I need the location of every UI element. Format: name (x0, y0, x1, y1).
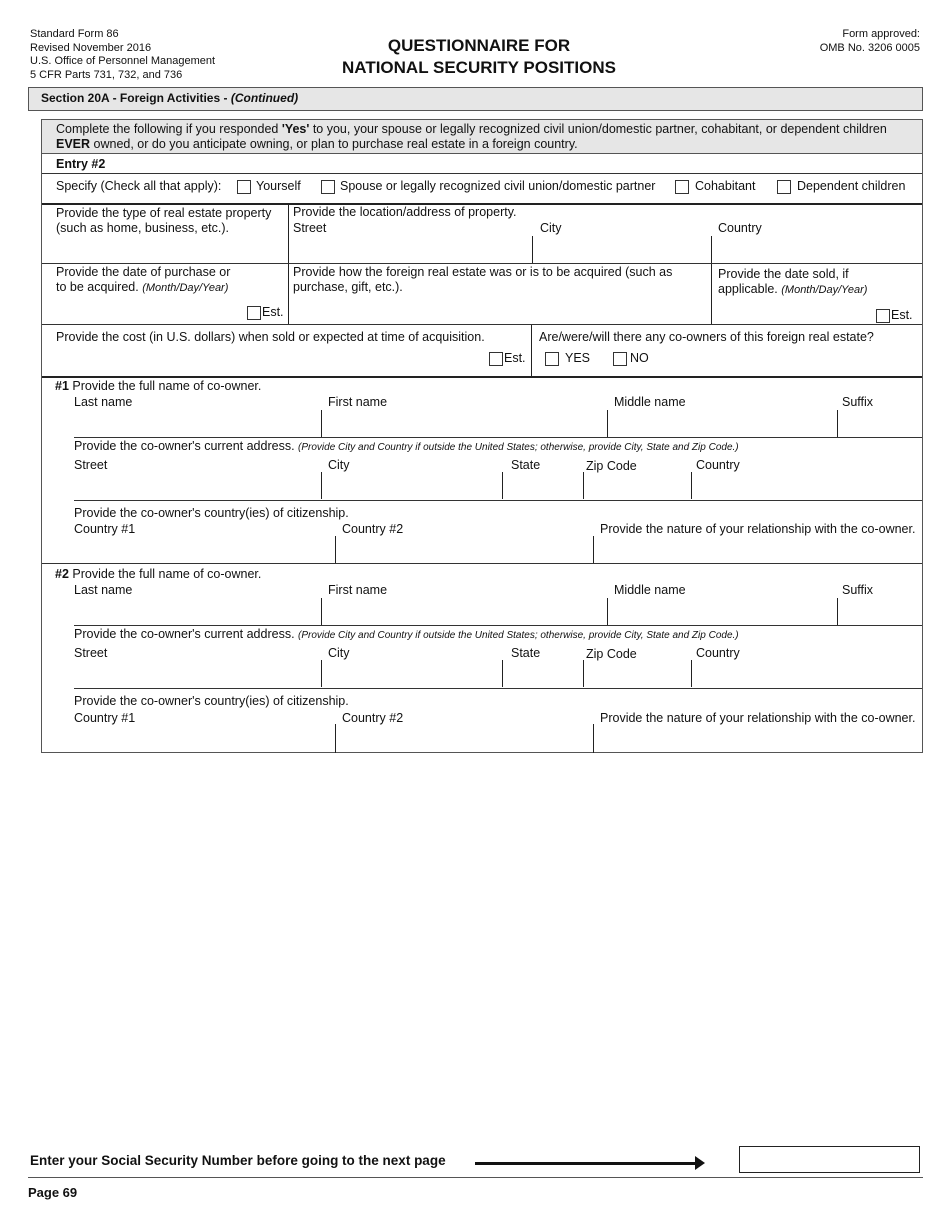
zip-label: Zip Code (586, 459, 637, 473)
form-agency: U.S. Office of Personnel Management (30, 55, 216, 67)
coowner-1-suffix-input[interactable] (841, 411, 919, 435)
coowner-1-first-name-input[interactable] (325, 411, 605, 435)
cost-est-label: Est. (504, 351, 526, 365)
cohabitant-label: Cohabitant (695, 179, 756, 193)
middle-name-label: Middle name (614, 395, 686, 409)
address-label: Provide the co-owner's current address. (Provide City and Country if outside the United States; otherwise, provide City, State and Zip Code.) (74, 627, 739, 641)
coowner-1-zip-input[interactable] (587, 474, 689, 498)
page-number: Page 69 (28, 1185, 78, 1200)
coowner-1-last-name-input[interactable] (74, 411, 318, 435)
coowners-question: Are/were/will there any co-owners of this foreign real estate? (539, 330, 874, 344)
acquisition-method-label: Provide how the foreign real estate was or is to be acquired (such as purchase, gift, etc.). (293, 265, 673, 294)
citizenship-label: Provide the co-owner's country(ies) of citizenship. (74, 506, 349, 520)
coowner-1-citizenship1-input[interactable] (74, 538, 332, 562)
cost-input[interactable] (56, 348, 486, 368)
purchase-est-label: Est. (262, 305, 284, 319)
cohabitant-checkbox[interactable] (675, 180, 689, 194)
ssn-prompt: Enter your Social Security Number before going to the next page (30, 1153, 446, 1168)
street-label: Street (74, 646, 108, 660)
coowner-1-name-label: #1 Provide the full name of co-owner. (55, 379, 262, 393)
omb-approval: Form approved: OMB No. 3206 0005 (819, 28, 920, 54)
coowner-2-name-label: #2 Provide the full name of co-owner. (55, 567, 262, 581)
coowner-1-relationship-input[interactable] (597, 538, 919, 562)
last-name-label: Last name (74, 583, 133, 597)
coowner-1-country-input[interactable] (695, 474, 919, 498)
street-label: Street (293, 221, 327, 235)
instructions: Complete the following if you responded 'Yes' to you, your spouse or legally recognized civil union/domestic partner, cohabitant, or dependent children EVER owned, or do you anticipate owning, or plan to purchase real estate in a foreign country. (42, 120, 922, 154)
section-header: Section 20A - Foreign Activities - (Continued) (28, 87, 923, 111)
spouse-label: Spouse or legally recognized civil union/domestic partner (340, 179, 656, 193)
form-number: Standard Form 86 (30, 28, 119, 40)
spouse-checkbox[interactable] (321, 180, 335, 194)
purchase-date-est-checkbox[interactable] (247, 306, 261, 320)
state-label: State (511, 646, 541, 660)
form-identifier (30, 28, 215, 82)
country2-label: Country #2 (342, 522, 404, 536)
suffix-label: Suffix (842, 583, 874, 597)
dependent-children-label: Dependent children (797, 179, 906, 193)
ssn-input[interactable] (739, 1146, 920, 1173)
coowner-1-city-input[interactable] (325, 474, 499, 498)
arrow-head-icon (695, 1156, 705, 1170)
coowner-2-suffix-input[interactable] (841, 599, 919, 623)
coowner-2-last-name-input[interactable] (74, 599, 318, 623)
yourself-label: Yourself (256, 179, 301, 193)
coowners-no-checkbox[interactable] (613, 352, 627, 366)
entry-label: Entry #2 (56, 157, 106, 171)
country-label: Country (696, 458, 740, 472)
coowner-2-middle-name-input[interactable] (611, 599, 835, 623)
suffix-label: Suffix (842, 395, 874, 409)
real-estate-form (41, 119, 923, 753)
zip-label: Zip Code (586, 647, 637, 661)
country1-label: Country #1 (74, 522, 136, 536)
acquisition-method-input[interactable] (293, 296, 709, 322)
coowner-1-citizenship2-input[interactable] (339, 538, 591, 562)
last-name-label: Last name (74, 395, 133, 409)
dependent-children-checkbox[interactable] (777, 180, 791, 194)
country-label: Country (718, 221, 762, 235)
coowner-2-city-input[interactable] (325, 662, 499, 686)
form-revision: Revised November 2016 (30, 41, 152, 54)
arrow-right-icon (475, 1162, 697, 1165)
coowner-2-first-name-input[interactable] (325, 599, 605, 623)
middle-name-label: Middle name (614, 583, 686, 597)
state-label: State (511, 458, 541, 472)
property-street-input[interactable] (293, 237, 529, 261)
first-name-label: First name (328, 583, 388, 597)
coowner-2-zip-input[interactable] (587, 662, 689, 686)
property-location-label: Provide the location/address of property. (293, 205, 517, 219)
form-cfr: 5 CFR Parts 731, 732, and 736 (30, 68, 183, 81)
coowner-1-middle-name-input[interactable] (611, 411, 835, 435)
country1-label: Country #1 (74, 711, 136, 725)
coowner-1-state-input[interactable] (506, 474, 580, 498)
country-label: Country (696, 646, 740, 660)
coowner-1-street-input[interactable] (74, 474, 318, 498)
coowner-2-state-input[interactable] (506, 662, 580, 686)
citizenship-label: Provide the co-owner's country(ies) of citizenship. (74, 694, 349, 708)
cost-est-checkbox[interactable] (489, 352, 503, 366)
property-city-input[interactable] (536, 237, 710, 261)
relationship-label: Provide the nature of your relationship with the co-owner. (600, 711, 916, 725)
date-sold-label: Provide the date sold, if applicable. (Month/Day/Year) (718, 267, 868, 296)
relationship-label: Provide the nature of your relationship with the co-owner. (600, 522, 916, 536)
city-label: City (540, 221, 562, 235)
street-label: Street (74, 458, 108, 472)
yourself-checkbox[interactable] (237, 180, 251, 194)
property-type-input[interactable] (56, 234, 284, 260)
coowner-2-country-input[interactable] (695, 662, 919, 686)
property-type-label: Provide the type of real estate property (such as home, business, etc.). (56, 206, 272, 235)
sold-est-label: Est. (891, 308, 913, 322)
first-name-label: First name (328, 395, 388, 409)
coowner-2-street-input[interactable] (74, 662, 318, 686)
cost-label: Provide the cost (in U.S. dollars) when sold or expected at time of acquisition. (56, 330, 485, 344)
page-title: QUESTIONNAIRE FOR NATIONAL SECURITY POSITIONS (342, 36, 616, 77)
property-country-input[interactable] (715, 237, 917, 261)
city-label: City (328, 458, 350, 472)
city-label: City (328, 646, 350, 660)
coowner-2-relationship-input[interactable] (597, 726, 919, 750)
coowners-no-label: NO (630, 351, 649, 365)
coowners-yes-label: YES (565, 351, 591, 365)
address-label: Provide the co-owner's current address. (Provide City and Country if outside the United States; otherwise, provide City, State and Zip Code.) (74, 439, 739, 453)
purchase-date-label: Provide the date of purchase or to be acquired. (Month/Day/Year) (56, 265, 231, 294)
date-sold-est-checkbox[interactable] (876, 309, 890, 323)
country2-label: Country #2 (342, 711, 404, 725)
coowner-2-citizenship1-input[interactable] (74, 726, 332, 750)
specify-label: Specify (Check all that apply): (56, 179, 222, 193)
coowner-2-citizenship2-input[interactable] (339, 726, 591, 750)
coowners-yes-checkbox[interactable] (545, 352, 559, 366)
